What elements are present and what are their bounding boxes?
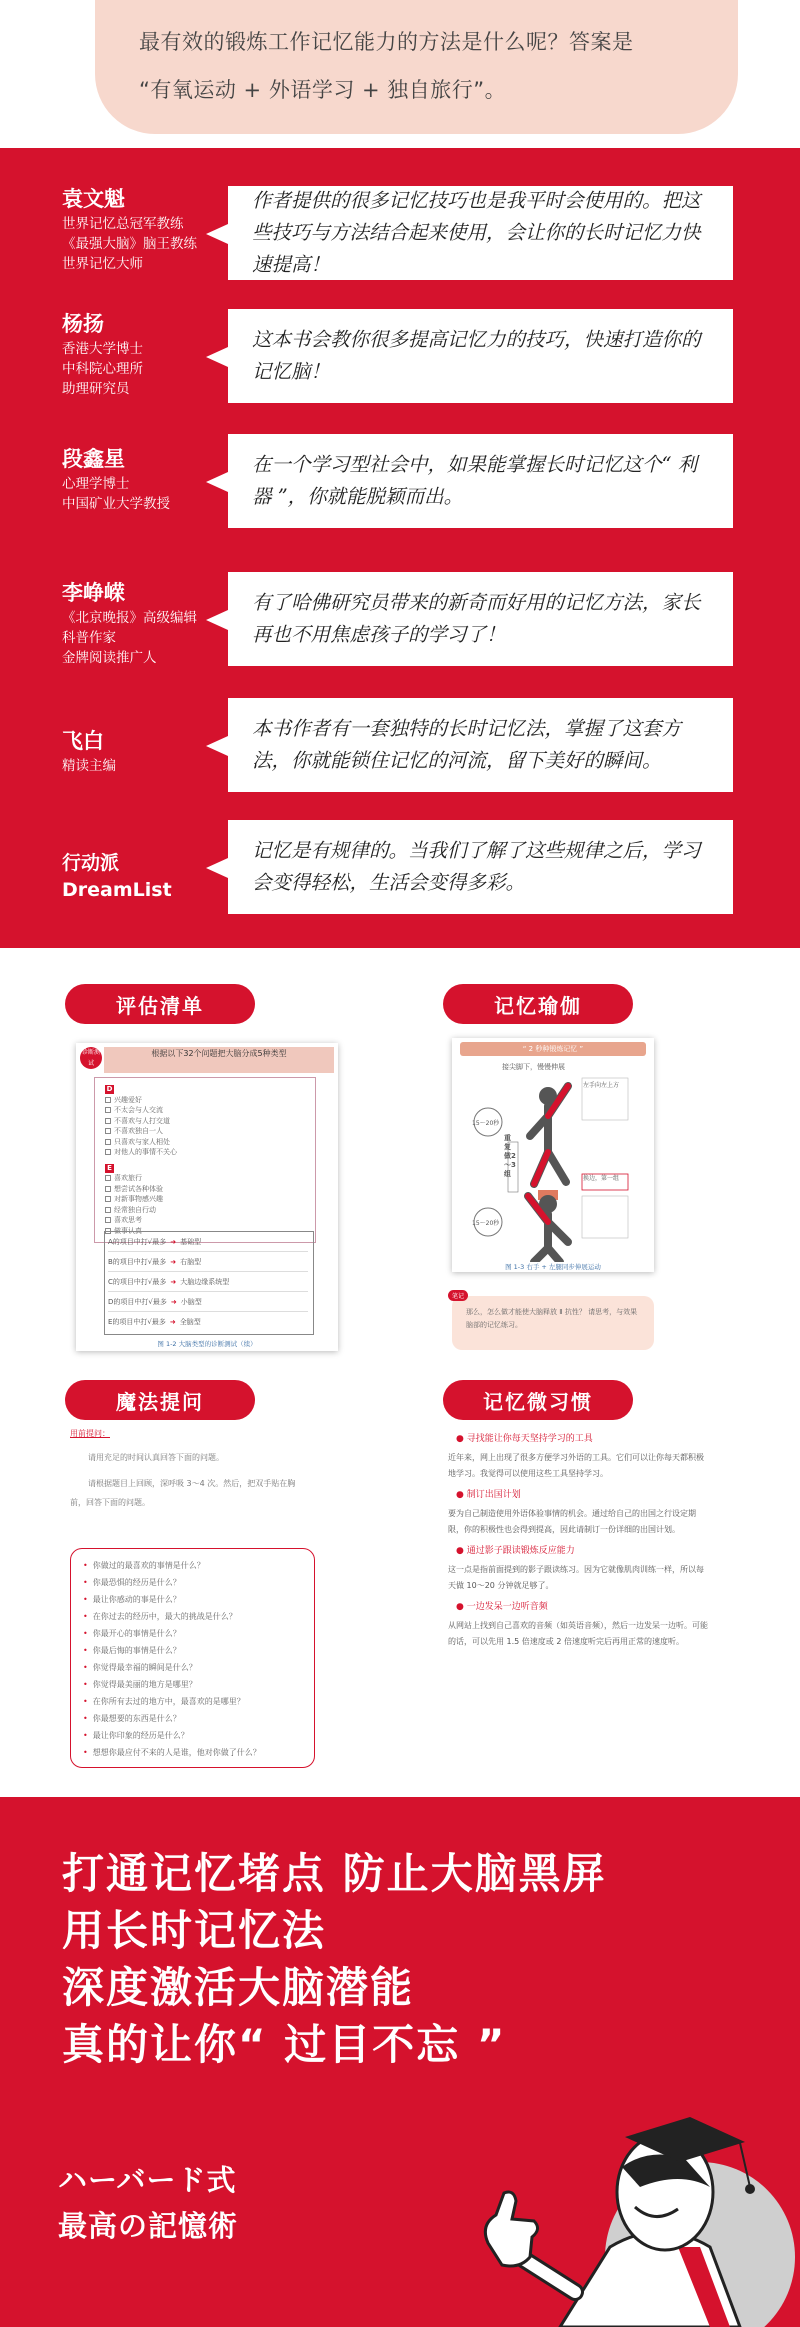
habit-heading: ● 通过影子跟读锻炼反应能力 [456,1546,575,1556]
question-item: • 在你所有去过的地方中，最喜欢的是哪里？ [83,1693,302,1710]
quote-bubble [228,186,733,280]
endorser-title: 助理研究员 [62,381,130,397]
result-row: E的项目中打√最多 ➜ 全脑型 [108,1318,201,1326]
result-row: B的项目中打√最多 ➜ 右脑型 [108,1253,308,1272]
yoga-label: 左手向左上方 [583,1082,620,1089]
slogan-line: 用长时记忆法 [62,1906,327,1955]
result-row: D的项目中打√最多 ➜ 小脑型 [108,1293,308,1312]
endorser-info [62,444,170,514]
questions-box [70,1548,315,1768]
checklist-item: 对他人的事情不关心 [105,1147,305,1158]
checklist-item: 兴趣爱好 [105,1095,305,1106]
habit-text: 近年来，网上出现了很多方便学习外语的工具。它们可以让你每天都积极地学习。我觉得可以使用这些工具坚持学习。 [448,1453,704,1478]
checklist-item: 喜欢旅行 [105,1173,305,1184]
question-item: • 在你过去的经历中，最大的挑战是什么？ [83,1608,302,1625]
endorser-title: 世界记忆大师 [62,256,143,272]
question-item: • 你觉得最美丽的地方是哪里？ [83,1676,302,1693]
checklist-item: 对新事物感兴趣 [105,1194,305,1205]
yoga-note [452,1293,654,1350]
group-tag: E [105,1163,305,1174]
slogan-band [0,1797,800,2327]
top-quote-line1: 最有效的锻炼工作记忆能力的方法是什么呢？答案是 [139,30,634,54]
figure-caption: 图 1-3 右手 + 左腿同步伸展运动 [505,1263,601,1271]
pill-yoga: 记忆瑜伽 [443,984,633,1024]
endorsements-band [0,148,800,948]
habit-text: 要为自己制造使用外语体验事情的机会。通过给自己的出国之行设定期限，你的积极性也会得到提高，因此请制订一份详细的出国计划。 [448,1509,696,1534]
yoga-label: 15～20秒 [472,1220,500,1227]
endorser-title: 精读主编 [62,758,116,774]
endorser-info [62,578,197,668]
quote-bubble [228,698,733,792]
graduate-mascot-illustration [410,2097,800,2327]
yoga-page [452,1038,654,1272]
japanese-title [58,2157,238,2249]
top-quote-box [95,0,738,134]
yoga-label: 接尖脚下，慢慢伸展 [502,1063,565,1071]
endorsement-6 [0,839,800,948]
endorser-title: 《北京晚报》高级编辑 [62,610,197,626]
magic-page [62,1428,322,1780]
endorsement-3 [0,444,800,544]
pill-magic: 魔法提问 [65,1380,255,1420]
habit-heading: ● 制订出国计划 [456,1490,521,1500]
question-item: • 你做过的最喜欢的事情是什么？ [83,1557,302,1574]
slogan-line: 真的让你“ 过目不忘 ” [62,2020,507,2069]
endorser-title: DreamList [62,879,172,901]
endorsement-quote: 作者提供的很多记忆技巧也是我平时会使用的。把这些技巧与方法结合起来使用，会让你的长时记忆力快速提高！ [252,189,701,276]
habit-text: 从网站上找到自己喜欢的音频（如英语音频），然后一边发呆一边听。可能的话，可以先用 1.5 倍速度或 2 倍速度听完后再用正常的速度听。 [448,1621,708,1646]
endorsement-1 [0,184,800,284]
quote-bubble [228,820,733,914]
endorsement-2 [0,309,800,409]
yoga-label: 重复做2～3组 [504,1134,516,1178]
question-group-d [94,1077,316,1243]
quote-bubble [228,434,733,528]
endorser-title: 香港大学博士 [62,341,143,357]
endorser-info [62,848,172,902]
yoga-header: “ 2 秒种锻炼记忆 ” [460,1042,646,1056]
quote-bubble [228,572,733,666]
yoga-label: 15～20秒 [472,1120,500,1127]
endorsement-quote: 本书作者有一套独特的长时记忆法，掌握了这套方法，你就能锁住记忆的河流，留下美好的瞬间。 [252,717,682,772]
question-item: • 想想你最应付不来的人是谁，他对你做了什么？ [83,1744,302,1761]
endorser-name: 行动派 [62,852,120,874]
checklist-item: 只喜欢与家人相处 [105,1137,305,1148]
endorser-name: 袁文魁 [62,187,125,211]
slogan-line: 打通记忆堵点 防止大脑黑屏 [62,1849,607,1898]
endorsement-quote: 记忆是有规律的。当我们了解了这些规律之后，学习会变得轻松，生活会变得多彩。 [252,839,701,894]
assessment-header: 根据以下32个问题把大脑分成5种类型 [104,1047,334,1073]
slogan-text [62,1845,607,2073]
stretch-figures-illustration [464,1072,644,1262]
endorser-name: 杨扬 [62,312,104,336]
slogan-line: 深度激活大脑潜能 [62,1963,415,2012]
checklist-item: 想尝试各种体验 [105,1184,305,1195]
yoga-label: 换边，第一组 [583,1175,620,1182]
magic-para2: 请根据题目上回顾，深呼吸 3～4 次。然后，把双手贴在胸前，回答下面的问题。 [70,1479,296,1507]
question-item: • 你最后悔的事情是什么？ [83,1642,302,1659]
endorser-title: 心理学博士 [62,476,130,492]
question-item: • 最让你感动的事是什么？ [83,1591,302,1608]
endorsement-quote: 有了哈佛研究员带来的新奇而好用的记忆方法，家长再也不用焦虑孩子的学习了！ [252,591,701,646]
checklist-item: 不喜欢与人打交道 [105,1116,305,1127]
checklist-item: 经常独自行动 [105,1205,305,1216]
question-item: • 你觉得最幸福的瞬间是什么？ [83,1659,302,1676]
endorser-title: 科普作家 [62,630,116,646]
endorser-title: 世界记忆总冠军教练 [62,216,184,232]
pill-assessment: 评估清单 [65,984,255,1024]
endorser-name: 飞白 [62,729,104,753]
endorsement-quote: 在一个学习型社会中，如果能掌握长时记忆这个“ 利器 ”，你就能脱颖而出。 [252,453,698,508]
endorsement-quote: 这本书会教你很多提高记忆力的技巧，快速打造你的记忆脑！ [252,328,701,383]
question-item: • 你最想要的东西是什么？ [83,1710,302,1727]
result-row: C的项目中打√最多 ➜ 大脑边缘系统型 [108,1273,308,1292]
habit-heading: ● 一边发呆一边听音频 [456,1602,548,1612]
top-quote-line2: “有氧运动 + 外语学习 + 独自旅行”。 [139,78,507,102]
magic-subheading: 用前提问： [70,1429,110,1438]
quote-bubble [228,309,733,403]
endorser-title: 中科院心理所 [62,361,143,377]
magic-para1: 请用充足的时间认真回答下面的问题。 [88,1453,224,1462]
habit-text: 这一点是指前面提到的影子跟读练习。因为它就像肌肉训练一样，所以每天做 10～20 分钟就足够了。 [448,1565,704,1590]
question-item: • 最让你印象的经历是什么？ [83,1727,302,1744]
endorser-name: 李峥嵘 [62,581,125,605]
note-text: 那么，怎么做才能使大脑释放 Ⅱ 抗性？ 请思考，与效果脑部的记忆练习。 [466,1308,638,1329]
habit-heading: ● 寻找能让你每天坚持学习的工具 [456,1434,593,1444]
assessment-page [76,1043,338,1351]
note-tag: 笔记 [448,1290,468,1301]
checklist-item: 做事认真 [105,1226,305,1237]
checklist-item: 喜欢思考 [105,1215,305,1226]
endorser-title: 金牌阅读推广人 [62,650,157,666]
endorser-title: 中国矿业大学教授 [62,496,170,512]
endorsement-4 [0,578,800,678]
result-row: A的项目中打√最多 ➜ 基础型 [108,1233,308,1252]
endorser-info [62,184,197,274]
endorser-info [62,309,143,399]
group-tag: D [106,1085,113,1093]
question-item: • 你最恐惧的经历是什么？ [83,1574,302,1591]
endorsement-5 [0,717,800,826]
habit-page [438,1426,718,1766]
pill-habit: 记忆微习惯 [443,1380,633,1420]
assessment-side-tag: 诊断测试 [81,1049,100,1067]
question-item: • 你最开心的事情是什么？ [83,1625,302,1642]
endorser-title: 《最强大脑》脑王教练 [62,236,197,252]
figure-caption: 图 1-2 大脑类型的诊断测试（续） [157,1340,257,1348]
checklist-item: 不喜欢独自一人 [105,1126,305,1137]
japanese-title-line: ハーバード式 [58,2163,237,2197]
japanese-title-line: 最高の記憶術 [58,2209,239,2243]
endorser-name: 段鑫星 [62,447,125,471]
checklist-item: 不太会与人交流 [105,1105,305,1116]
endorser-info [62,726,116,776]
